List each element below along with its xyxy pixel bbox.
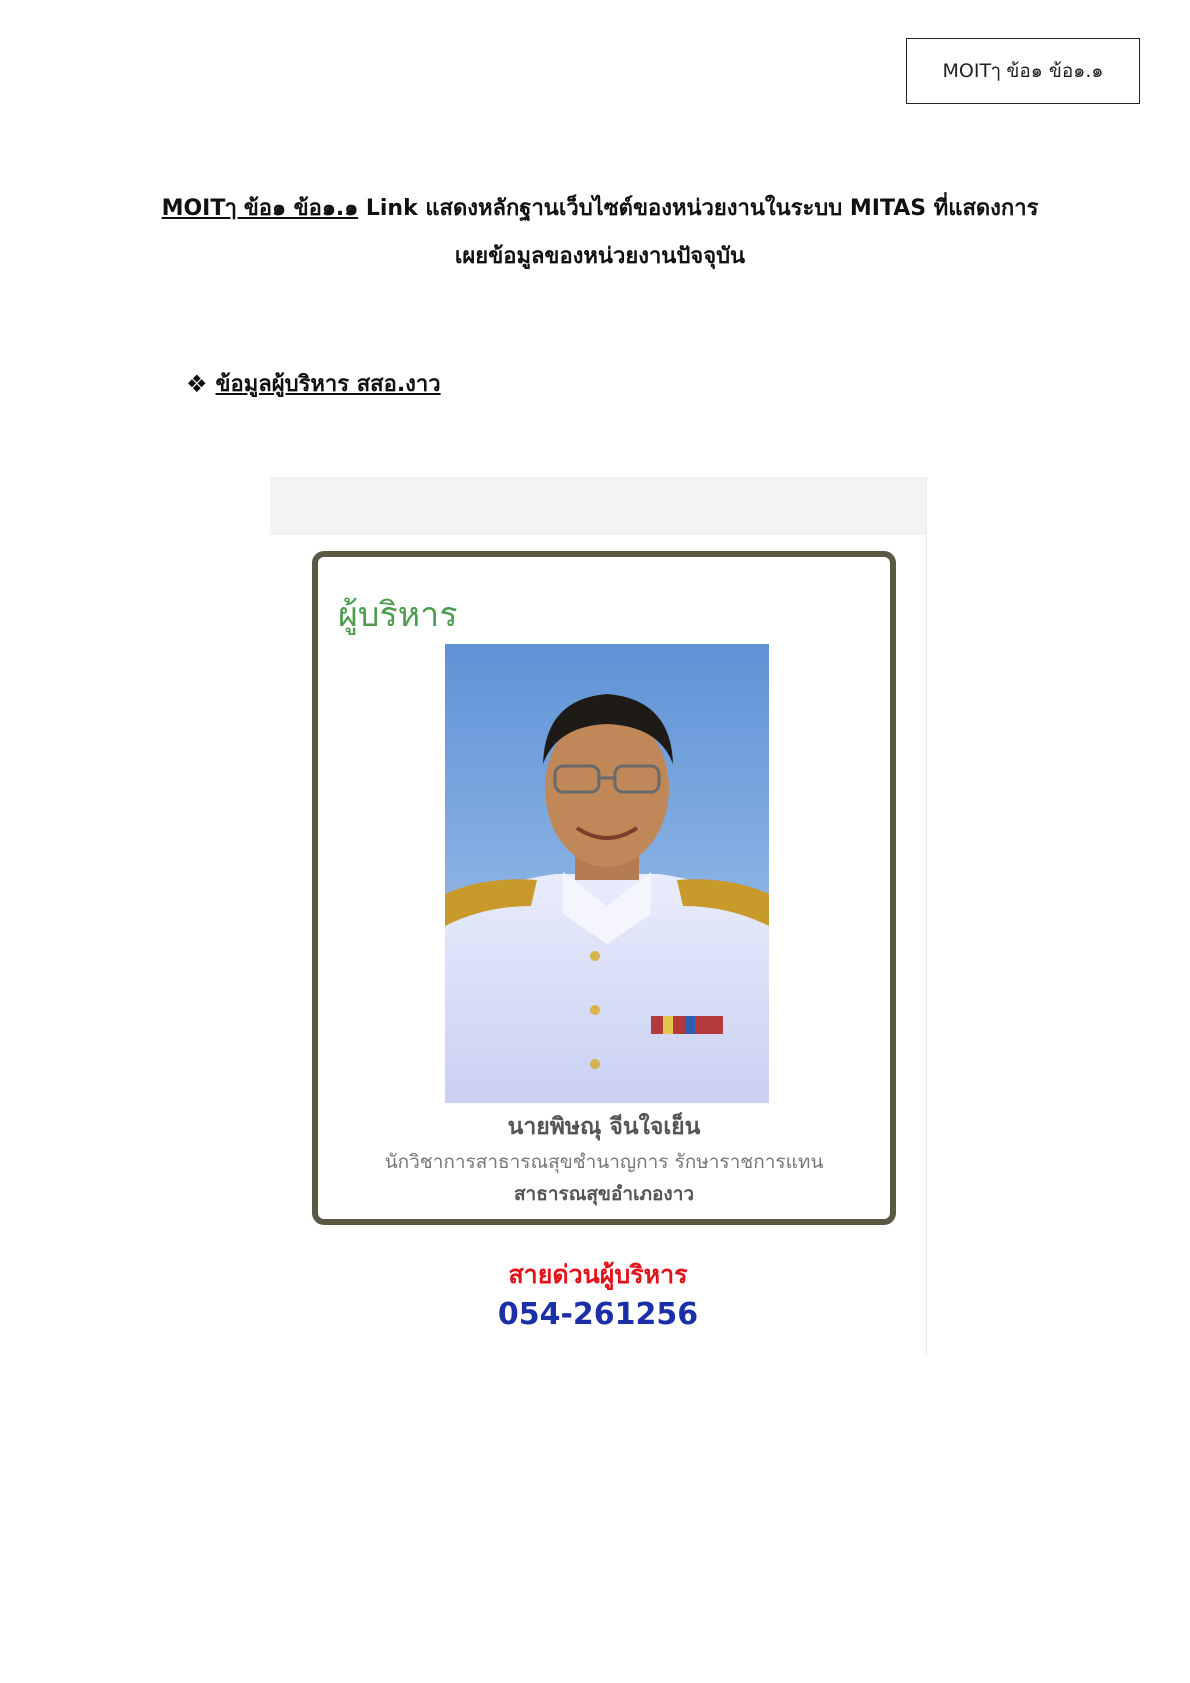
section-title: ข้อมูลผู้บริหาร สสอ.งาว [215, 372, 441, 397]
hotline-label: สายด่วนผู้บริหาร [508, 1260, 688, 1289]
screenshot-header-bar [270, 477, 926, 535]
heading-line-2: เผยข้อมูลของหน่วยงานปัจจุบัน [454, 244, 746, 269]
reference-code: MOITๅ ข้อ๑ ข้อ๑.๑ [942, 60, 1104, 82]
executive-name: นายพิษณุ จีนใจเย็น [507, 1114, 701, 1140]
document-heading [100, 185, 1100, 281]
section-bullet [186, 366, 441, 401]
heading-line-1-text: Link แสดงหลักฐานเว็บไซต์ของหน่วยงานในระบบ MITAS ที่แสดงการ [358, 196, 1039, 221]
card-title: ผู้บริหาร [338, 595, 458, 635]
document-reference-box [906, 38, 1140, 104]
heading-line-1 [100, 185, 1100, 233]
heading-reference: MOITๅ ข้อ๑ ข้อ๑.๑ [161, 196, 359, 221]
website-screenshot [270, 477, 927, 1355]
executive-card [312, 551, 896, 1225]
executive-position: นักวิชาการสาธารณสุขชำนาญการ รักษาราชการแทน [384, 1151, 824, 1173]
executive-office: สาธารณสุขอำเภองาว [513, 1183, 695, 1205]
hotline-number: 054-261256 [497, 1297, 699, 1332]
diamond-bullet-icon: ❖ [186, 369, 208, 398]
executive-photo [445, 644, 769, 1103]
